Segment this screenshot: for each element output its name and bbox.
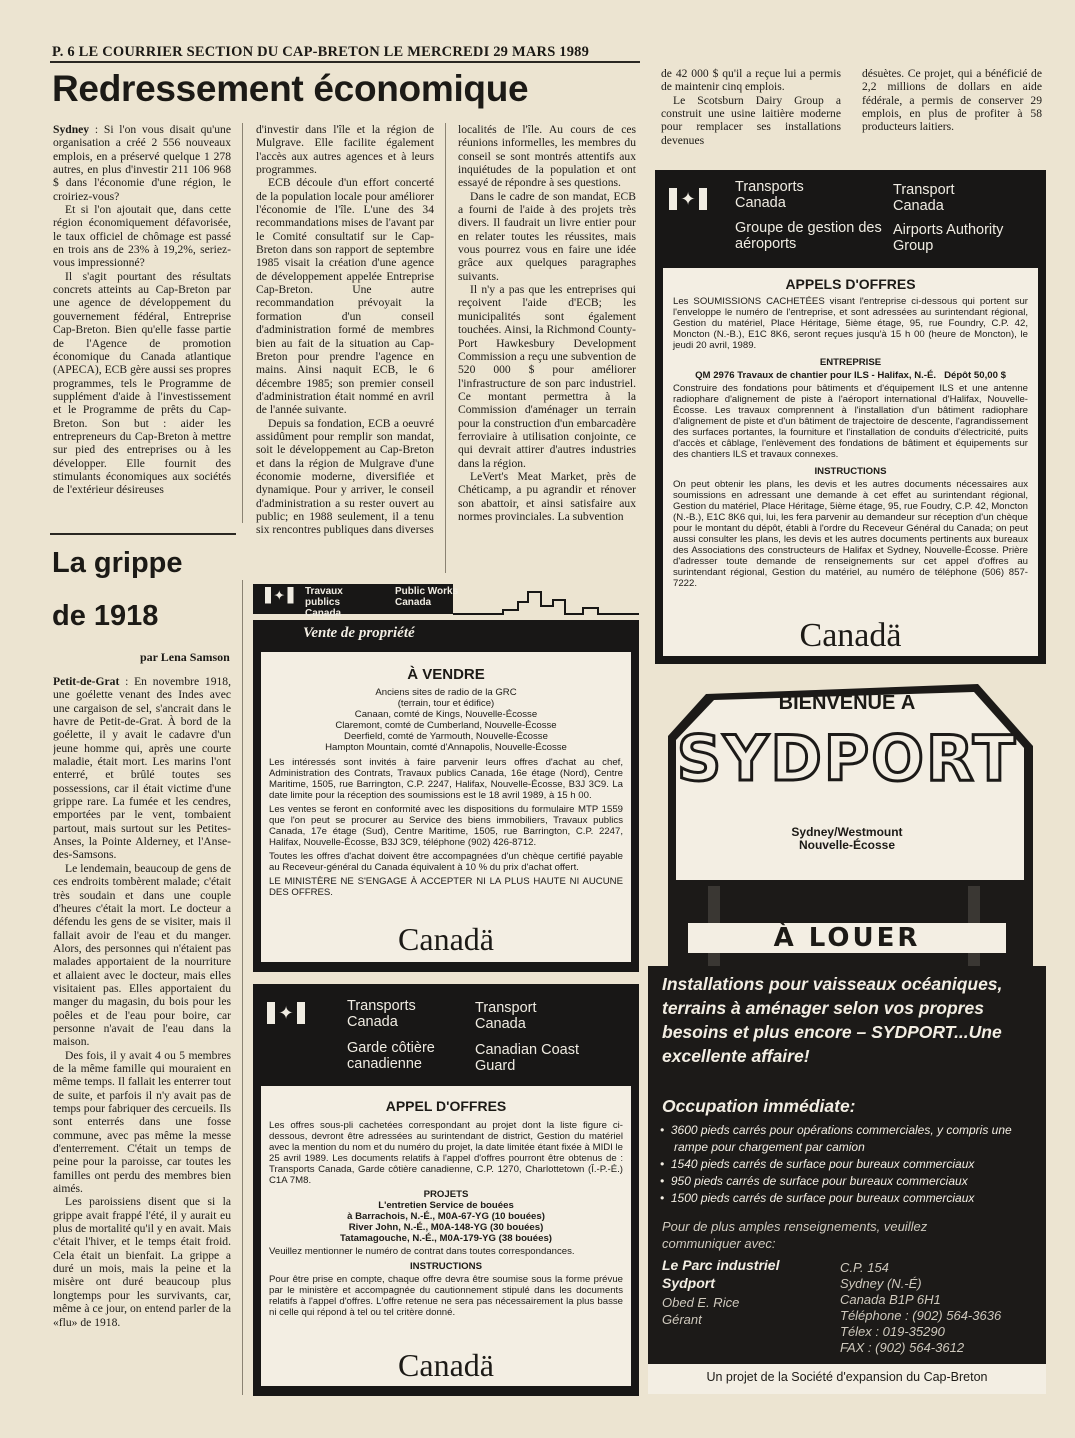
canada-wordmark: Canadä	[398, 921, 494, 957]
location: Sydney/Westmount Nouvelle-Écosse	[791, 825, 903, 852]
article-headline: Redressement économique	[52, 68, 529, 109]
ad-title: À VENDRE	[407, 666, 485, 683]
sponsor-footer: Un projet de la Société d'expansion du Cap-Breton	[648, 1364, 1046, 1394]
occupancy-label: Occupation immédiate:	[662, 1096, 856, 1116]
pitch-text: Installations pour vaisseaux océaniques, terrains à aménager selon vos propres besoins et plus encore – SYDPORT...Une excellente affaire!	[662, 974, 1003, 1066]
agency-en: Transport Canada	[893, 182, 955, 214]
agency-name-en: Public Works Canada	[395, 586, 459, 608]
sydport-logo: SYDPORT	[676, 722, 1018, 795]
canada-flag-icon: ✦	[265, 587, 294, 604]
sites-list: Anciens sites de radio de la GRC (terrain, tour et édifice) Canaan, comté de Kings, Nouvelle-Écosse Claremont, comté de Cumberland, Nouvelle-Écosse Deerfield, comté de Yarmouth, Nouvelle-Écosse Hampton Mountain, comté d'Annapolis, Nouvelle-Écosse	[325, 687, 567, 753]
projects-list: L'entretien Service de bouées à Barrachois, N.-É., M0A-67-YG (10 bouées) River John, N.-É., M0A-148-YG (30 bouées) Tatamagouche, N.-É., M0A-179-YG (38 bouées)	[340, 1200, 552, 1244]
page-folio: P. 6 LE COURRIER SECTION DU CAP-BRETON LE MERCREDI 29 MARS 1989	[52, 44, 590, 60]
ad-body	[663, 268, 1038, 654]
article1-col3: localités de l'île. Au cours de ces réunions informelles, les membres du conseil se sont montrés attentifs aux inquiétudes de la population et ont essayé de répondre à ses questions. Dans le cadre de son mandat, ECB a fourni de l'aide à des projets très divers. Il faudrait un livre entier pour en relater toutes les réussites, mais vous pourrez vous en faire une idée grâce aux quelques paragraphes suivants. Il n'y a pas que les entreprises qui reçoivent l'aide d'ECB; les municipalités sont également touchées. Ainsi, la Richmond County-Port Hawkesbury Development Commission a reçu une subvention de 520 000 $ pour améliorer l'infrastructure de son parc industriel. Ce montant permettra à la Commission d'aménager un terrain pour la construction d'un embarcadère ferroviaire à utilisation conjointe, ce qui devrait attirer d'autres industries dans la région. LeVert's Meat Market, près de Chéticamp, a pu agrandir et rénover son abattoir, et ainsi satisfaire aux normes provinciales. La subvention	[458, 123, 636, 523]
canada-flag-icon: ✦	[669, 188, 707, 210]
bullet-list: • 3600 pieds carrés pour opérations commerciales, y compris une rampe pour chargement par camion • 1540 pieds carrés de surface pour bureaux commerciaux • 950 pieds carrés de surface pour bureaux commerciaux • 1500 pieds carrés de surface pour bureaux commerciaux	[660, 1123, 1012, 1205]
ad-title: APPELS D'OFFRES	[785, 276, 916, 292]
contract-line: QM 2976 Travaux de chantier pour ILS - Halifax, N.-É. Dépôt 50,00 $	[695, 370, 1006, 381]
welcome-text: BIENVENUE À	[778, 692, 916, 714]
ad-public-works	[253, 580, 639, 972]
service-en: Airports Authority Group	[893, 222, 1004, 254]
entreprise-label: ENTREPRISE	[819, 357, 882, 368]
article2-headline-line2: de 1918	[52, 600, 159, 632]
article1-col1: Sydney : Si l'on vous disait qu'une organisation a créé 2 556 nouveaux emplois, en a préservé quelque 1 278 autres, en plus d'investir 211 106 968 $ dans l'économie d'une région, le croiriez-vous? Et si l'on ajoutait que, dans cette région économiquement défavorisée, le taux officiel de chômage est passé en trois ans de 23% à 19,2%, seriez-vous impressionné? Il s'agit pourtant des résultats concrets atteints au Cap-Breton par une agence de développement du gouvernement fédéral, Entreprise Cap-Breton. Bien qu'elle fasse partie de l'Agence de promotion économique du Canada atlantique (APECA), ECB gère aussi ses propres programmes, tels le Programme de supplément d'aide à l'investissement et le Programme de prêts du Cap-Breton. Son but : aider les entrepreneurs du Cap-Breton à mettre sur pied des entreprises ou à les développer. Elle fournit des stimulants économiques aux sociétés de l'extérieur désireuses	[53, 123, 231, 497]
canada-wordmark: Canadä	[398, 1347, 494, 1383]
agency-name-fr: Travaux publics Canada	[305, 586, 343, 619]
ad-title: APPEL D'OFFRES	[385, 1098, 507, 1114]
ad-airports	[655, 170, 1046, 664]
contact-address: C.P. 154 Sydney (N.-É) Canada B1P 6H1 Téléphone : (902) 564-3636 Télex : 019-35290 FAX : (902) 564-3612	[840, 1260, 1002, 1355]
article2-byline: par Lena Samson	[140, 650, 230, 664]
ad-coast-guard	[253, 984, 639, 1396]
park-name: Le Parc industriel Sydport	[662, 1257, 780, 1291]
article2-body: Petit-de-Grat : En novembre 1918, une goélette venant des Indes avec une cargaison de sel, s'ancrait dans le havre de Petit-de-Grat. À bord de la goélette, il y avait le cadavre d'un jeune homme qui, après une courte maladie, était mort. Les marins l'ont enterré, et brûlé toutes ses possessions, car il était victime d'une grippe rare. La fumée et les cendres, emportées par le vent, tombaient partout, mais surtout sur les Petites-Anses, la Pointe Alderney, et l'Anse-des-Samsons. Le lendemain, beaucoup de gens de ces endroits tombèrent malade; c'était très soudain et dans une couple d'heures c'était la mort. Le docteur a défendu les gens de se visiter, mais il fallait avoir de l'eau et du manger. Alors, des personnes qui n'étaient pas malades apportaient de la nourriture et allaient avec le docteur, mais elles visitaient pas. Elles apportaient du manger du magasin, du bois pour les poêles et de l'eau pour boire, car personne n'avait de l'eau dans la maison. Des fois, il y avait 4 ou 5 membres de la même famille qui mouraient en même temps. Il fallait les enterrer tout de suite, et parfois il n'y avait pas de temps pour fabriquer des cercueils. Ils sont enterrés dans une fosse commune, avec pas même la messe d'enterrement. C'était un temps de peine pour la paroisse, car toutes les familles ont perdu des membres bien aimés. Les paroissiens disent que si la grippe avait frappé l'été, il y aurait eu plus de mortalité qu'il y en avait. Mais c'était l'hiver, et le temps était froid. Cela était un bienfait. La grippe a duré un mois, mais la peine et la misère ont duré beaucoup plus longtemps pour les survivants, car, même à ce jour, on entend parler de la «flu» de 1918.	[53, 675, 231, 1329]
service-en: Canadian Coast Guard	[475, 1042, 579, 1074]
article1-col2: d'investir dans l'île et la région de Mulgrave. Elle facilite également l'accès aux autres agences et à leurs programmes. ECB découle d'un effort concerté de la population locale pour améliorer l'économie de l'île. L'une des 34 recommandations mises de l'avant par le Comité consultatif sur le Cap-Breton dans son rapport de septembre 1985 visait la création d'une agence de développement appelée Entreprise Cap-Breton. Une autre recommandation prévoyait la formation d'un conseil d'administration formé de membres bien au fait de la situation au Cap-Breton pour prendre l'agence en mains. Ainsi naquit ECB, le 6 décembre 1985; son premier conseil d'administration était nommé en avril de l'année suivante. Depuis sa fondation, ECB a oeuvré assidûment pour remplir son mandat, soit le développement au Cap-Breton et dans la région de Mulgrave d'une économie moderne, diversifiée et dynamique. Pour y arriver, le conseil d'administration a su rester ouvert au public; en 1988 seulement, il a tenu six rencontres publiques dans diverses	[256, 123, 434, 537]
contract-note: Veuillez mentionner le numéro de contrat dans toutes correspondances.	[269, 1246, 575, 1257]
ad-text: Les intéressés sont invités à faire parvenir leurs offres d'achat au chef, Administration des Contrats, Travaux publics Canada, 16e étage (Nord), Centre Maritime, 1505, rue Barrington, C.P. 2247, Halifax, Nouvelle-Écosse, B3J 3C9. La date limite pour la réception des soumissions est le 18 avril 1989, à 15 h 00. Les ventes se feront en conformité avec les dispositions du formulaire MTP 1559 que l'on peut se procurer au Service des biens immobiliers, Travaux publics Canada, 17e étage (Sud), Centre Maritime, 1505, rue Barrington, C.P. 2247, Halifax, Nouvelle-Écosse, B3J 3C9, téléphone (902) 426-8712. Toutes les offres d'achat doivent être accompagnées d'un chèque certifié payable au Receveur-général du Canada équivalent à 10 % du prix d'achat offert. LE MINISTÈRE NE S'ENGAGE À ACCEPTER NI LA PLUS HAUTE NI AUCUNE DES OFFRES.	[269, 757, 623, 898]
folio-rule	[50, 61, 640, 63]
column-rule	[242, 580, 243, 1395]
ad-header	[253, 580, 639, 650]
info-text: Pour de plus amples renseignements, veuillez communiquer avec:	[662, 1219, 928, 1251]
canada-flag-icon: ✦	[267, 1002, 305, 1024]
canada-wordmark: Canadä	[663, 616, 1038, 656]
for-rent-banner: À LOUER	[688, 923, 1006, 953]
instructions-label: INSTRUCTIONS	[410, 1261, 482, 1272]
article2-headline-line1: La grippe	[52, 547, 183, 579]
instructions-text: Pour être prise en compte, chaque offre devra être soumise sous la forme prévue par le ministère et accompagnée du cautionnement stipulé dans les documents relatifs à l'appel d'offres. L'offre retenue ne sera pas nécessairement la plus basse ni celle qui répond à tel ou tel critère donné.	[269, 1274, 623, 1318]
ad-banner: Vente de propriété	[303, 625, 415, 641]
intro-text: Les offres sous-pli cachetées correspondant au projet dont la liste figure ci-dessous, devront être adressées au surintendant de district, Gestion du matériel avec la mention du nom et du numéro du projet, la date limitée étant fixée à MIDI le 25 avril 1989. Les documents relatifs à l'appel d'offres pourront être obtenus de : Transports Canada, Garde côtière canadienne, C.P. 1270, Charlottetown (Î.-P.-É.) C1A 7M8.	[269, 1120, 623, 1186]
ad-body	[261, 652, 631, 962]
contact-person: Obed E. Rice Gérant	[662, 1295, 740, 1327]
description-text: Construire des fondations pour bâtiments et d'équipement ILS et une antenne radiophare d'alignement de piste à l'aéroport international d'Halifax, Nouvelle-Écosse. Les travaux comprennent à l'installation d'un bâtiment radiophare d'alignement de piste et d'un bâtiment de trajectoire de descente, l'agrandissement des surfaces portantes, la fourniture et l'installation de conduits d'électricité, puits d'accès et câblage, l'enlèvement des fondations de bâtiment et équipements sur des chantiers ILS et travaux connexes.	[673, 383, 1028, 460]
ad-sydport	[648, 676, 1046, 1394]
article1-col5: désuètes. Ce projet, qui a bénéficié de 2,2 millions de dollars en aide fédérale, a permis de conserver 29 emplois, en plus de profiter à 58 producteurs laitiers.	[862, 67, 1042, 134]
ad-body	[261, 1086, 631, 1386]
service-fr: Garde côtière canadienne	[347, 1040, 435, 1072]
projects-label: PROJETS	[423, 1189, 469, 1200]
intro-text: Les SOUMISSIONS CACHETÉES visant l'entreprise ci-dessous qui portent sur l'enveloppe le numéro de l'entreprise, et sont adressées au surintendant régional, Gestion du matériel, Place Héritage, 5ième étage, 95, rue Foundry, C.P. 42, Moncton (N.-B.), E1C 8K6, seront reçues jusqu'à 15 h 00 (heure de Moncton), le jeudi 20 avril, 1989.	[673, 296, 1028, 351]
column-rule	[242, 123, 243, 523]
service-fr: Groupe de gestion des aéroports	[735, 220, 882, 252]
ad-header	[253, 984, 639, 1084]
article1-col4: de 42 000 $ qu'il a reçue lui a permis de maintenir cinq emplois. Le Scotsburn Dairy Group a construit une usine laitière moderne pour remplacer ses installations devenues	[661, 67, 841, 147]
agency-en: Transport Canada	[475, 1000, 537, 1032]
agency-fr: Transports Canada	[347, 998, 416, 1030]
ad-header	[655, 170, 1046, 265]
article-divider	[50, 533, 236, 535]
instructions-label: INSTRUCTIONS	[814, 466, 887, 477]
column-rule	[445, 123, 446, 573]
agency-fr: Transports Canada	[735, 179, 804, 211]
instructions-text: On peut obtenir les plans, les devis et les autres documents nécessaires aux soumissions en adressant une demande à cet effet au surintendant régional, Gestion du matériel, Place Héritage, 5ième étage, 95, rue Foudry, C.P. 42, Moncton (N.-B.), E1C 8K6 qui, lui, les fera parvenir au demandeur sur réception d'un chèque pour le montant du dépôt, établi à l'ordre du Receveur Général du Canada; on peut aussi consulter les plans, les devis et les autres documents pertinents aux bureaux des Associations des constructeurs de Halifax et Sydney, Nouvelle-Écosse. Prière d'adresser toute demande de renseignements sur cet appel d'offres au surintendant régional, Gestion du matériel, au numéro de téléphone (506) 857-7222.	[673, 479, 1028, 589]
